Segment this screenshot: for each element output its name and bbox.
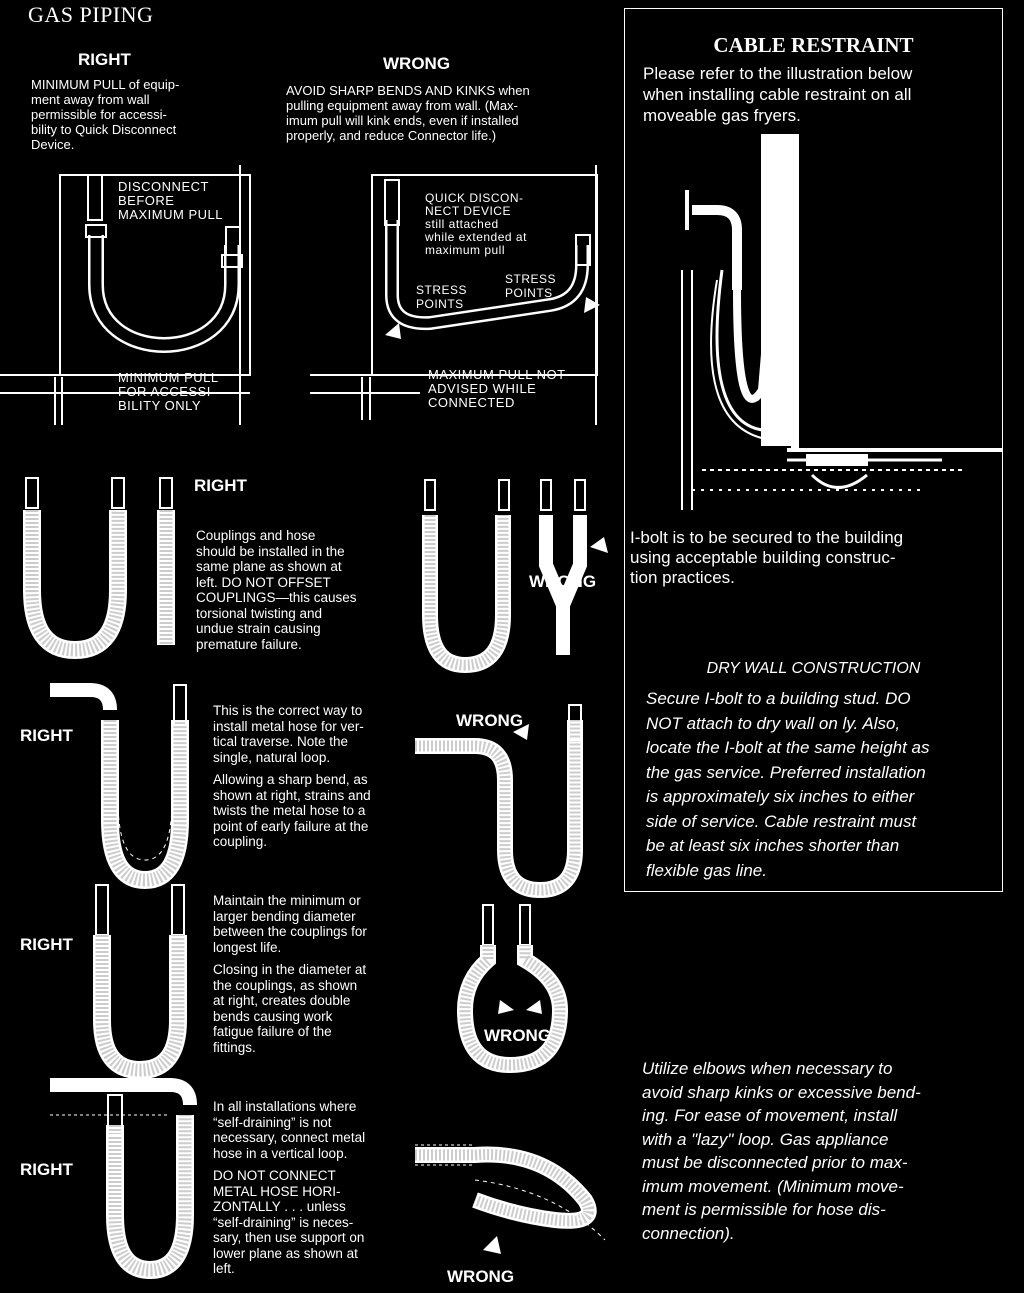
horizontal-wrong-diagram xyxy=(415,1130,615,1260)
couplings-text: Couplings and hose should be installed in the same plane as shown at left. DO NOT OFFSET COUPLINGS—this causes torsional twisting and undue strain causing premature failure. xyxy=(196,528,357,652)
vertical-text-2: Allowing a sharp bend, as shown at right, strains and twists the metal hose to a point of early failure at the coupling. xyxy=(213,772,371,849)
vertical-wrong-diagram xyxy=(415,700,595,900)
horizontal-text-1: In all installations where “self-draining” is not necessary, connect metal hose in a vertical loop. xyxy=(213,1099,366,1161)
dry-wall-heading: DRY WALL CONSTRUCTION xyxy=(706,660,921,677)
top-wrong-text: AVOID SHARP BENDS AND KINKS when pulling equipment away from wall. (Max- imum pull will kink ends, even if installed properly, and reduce Connector life.) xyxy=(286,83,530,143)
disconnect-label: DISCONNECT BEFORE MAXIMUM PULL xyxy=(118,179,223,222)
horizontal-right-diagram xyxy=(50,1075,210,1285)
bending-wrong-diagram xyxy=(455,900,585,1080)
quick-disconnect-label: QUICK DISCON- NECT DEVICE still attached while extended at maximum pull xyxy=(425,191,527,257)
top-right-text: MINIMUM PULL of equip- ment away from wall permissible for accessi- bility to Quick Disconnect Device. xyxy=(31,77,180,152)
couplings-right-diagram xyxy=(20,470,180,670)
cable-restraint-heading: CABLE RESTRAINT xyxy=(713,33,914,57)
bending-wrong-label: WRONG xyxy=(484,1026,552,1045)
maximum-pull-label: MAXIMUM PULL NOT ADVISED WHILE CONNECTED xyxy=(428,367,566,410)
top-right-heading: RIGHT xyxy=(78,50,131,69)
horizontal-text-2: DO NOT CONNECT METAL HOSE HORI- ZONTALLY . . . unless “self-draining” is neces- sary, then use support on lower plane as shown at left. xyxy=(213,1168,365,1276)
vertical-right-label: RIGHT xyxy=(20,726,73,745)
bending-text-1: Maintain the minimum or larger bending diameter between the couplings for longest life. xyxy=(213,893,367,955)
couplings-wrong-label: WRONG xyxy=(529,572,597,591)
vertical-wrong-label: WRONG xyxy=(456,711,524,730)
vertical-right-diagram xyxy=(50,680,210,890)
cable-restraint-illustration xyxy=(662,130,1002,520)
page-title: GAS PIPING xyxy=(28,2,154,27)
minimum-pull-label: MINIMUM PULL FOR ACCESSI- BILITY ONLY xyxy=(118,370,219,413)
stress-points-left: STRESS POINTS xyxy=(416,283,468,311)
horizontal-right-label: RIGHT xyxy=(20,1160,73,1179)
couplings-right-label: RIGHT xyxy=(194,476,247,495)
bending-right-diagram xyxy=(90,880,200,1080)
cable-restraint-intro: Please refer to the illustration below when installing cable restraint on all moveable gas fryers. xyxy=(643,64,913,125)
top-wrong-heading: WRONG xyxy=(383,54,451,73)
bending-right-label: RIGHT xyxy=(20,935,73,954)
dry-wall-text: Secure I-bolt to a building stud. DO NOT attach to dry wall on ly. Also, locate the I-bolt at the same height as the gas service. Preferred installation is approximately six inches to either side of service. Cable restraint must be at least six inches shorter than flexible gas line. xyxy=(646,689,930,880)
bending-text-2: Closing in the diameter at the couplings, as shown at right, creates double bends causing work fatigue failure of the fittings. xyxy=(213,962,367,1055)
stress-points-right: STRESS POINTS xyxy=(505,272,557,300)
elbows-note: Utilize elbows when necessary to avoid sharp kinks or excessive bend- ing. For ease of movement, install with a "lazy" loop. Gas appliance must be disconnected prior to max- imum movement. (Minimum move- ment is permissible for hose dis- connection). xyxy=(642,1059,921,1243)
ibolt-note: I-bolt is to be secured to the building using acceptable building construc- tion practices. xyxy=(630,528,904,587)
vertical-text-1: This is the correct way to install metal hose for ver- tical traverse. Note the single, natural loop. xyxy=(213,703,364,765)
horizontal-wrong-label: WRONG xyxy=(447,1267,515,1286)
